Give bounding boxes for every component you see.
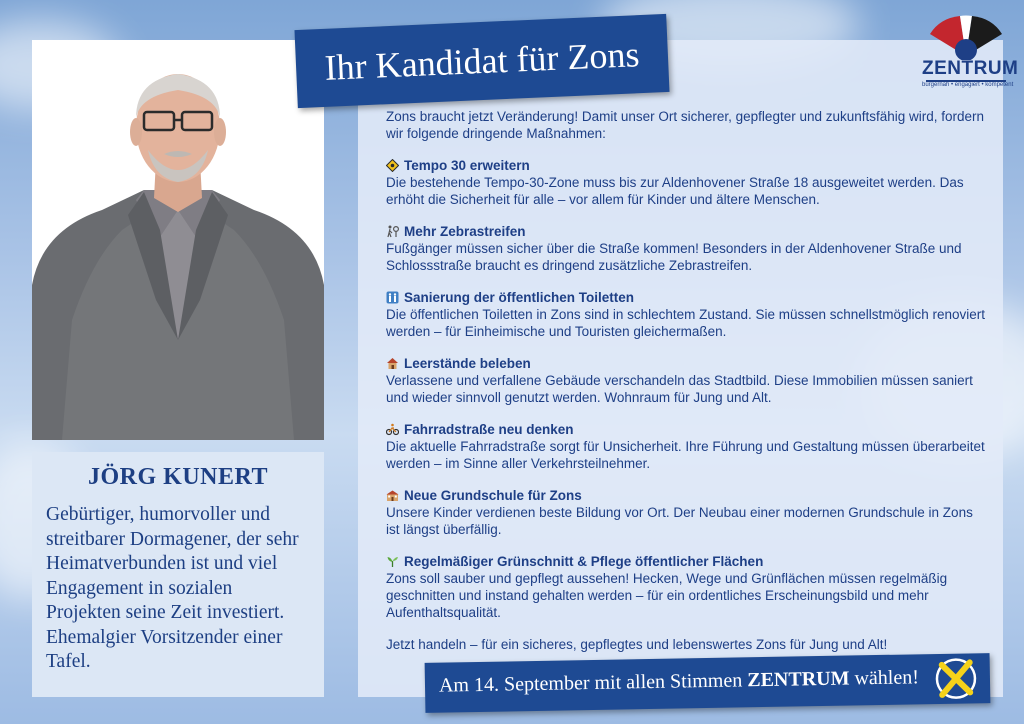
program-item xyxy=(386,223,986,274)
logo-emblem-icon xyxy=(922,14,1010,60)
page-title: Ihr Kandidat für Zons xyxy=(323,34,641,88)
candidate-name: JÖRG KUNERT xyxy=(87,464,268,490)
item-text: Fußgänger müssen sicher über die Straße kommen! Besonders in der Aldenhovener Straße und Schlossstraße braucht es dringend zusätzliche Zebrastreifen. xyxy=(386,241,962,273)
item-text: Die bestehende Tempo-30-Zone muss bis zur Aldenhovener Straße 18 ausgeweitet werden. Das erhöht die Sicherheit für alle – vor allem für Kinder und ältere Menschen. xyxy=(386,175,964,207)
pedestrian-icon xyxy=(386,225,399,238)
restroom-icon xyxy=(386,291,399,304)
intro-text: Zons braucht jetzt Veränderung! Damit unser Ort sicherer, gepflegter und zukunftsfähig wird, fordern wir folgende dringende Maßnahmen: xyxy=(386,109,985,141)
cta-suffix: wählen! xyxy=(854,666,920,690)
program-item xyxy=(386,289,986,340)
item-title: Regelmäßiger Grünschnitt & Pflege öffentlicher Flächen xyxy=(404,554,764,569)
program-content xyxy=(386,108,986,653)
plant-icon xyxy=(386,555,399,568)
cta-banner xyxy=(425,653,991,713)
item-title: Tempo 30 erweitern xyxy=(404,158,530,173)
item-title: Sanierung der öffentlichen Toiletten xyxy=(404,290,635,305)
item-text: Die öffentlichen Toiletten in Zons sind in schlechtem Zustand. Sie müssen schnellstmöglich renoviert werden – für Einheimische und Touristen gleichermaßen. xyxy=(386,307,986,339)
item-title: Neue Grundschule für Zons xyxy=(404,488,582,503)
item-text: Verlassene und verfallene Gebäude verschandeln das Stadtbild. Diese Immobilien müssen saniert und wieder sinnvoll genutzt werden. Wohnraum für Jung und Alt. xyxy=(386,373,973,405)
program-item xyxy=(386,355,986,406)
candidate-bio-box xyxy=(32,452,324,697)
vote-cross-icon xyxy=(934,656,979,701)
logo-name: ZENTRUM xyxy=(922,58,1019,79)
program-item xyxy=(386,157,986,208)
house-icon xyxy=(386,357,399,370)
cta-party: ZENTRUM xyxy=(747,667,850,692)
item-text: Zons soll sauber und gepflegt aussehen! Hecken, Wege und Grünflächen müssen regelmäßig geschnitten und instand gehalten werden – für ein ordentliches Erscheinungsbild und mehr Aufenthaltsqualität. xyxy=(386,571,948,620)
cta-text xyxy=(439,666,919,697)
title-banner xyxy=(294,14,669,108)
program-item xyxy=(386,553,986,621)
cta-prefix: Am 14. September mit allen Stimmen xyxy=(438,669,743,697)
item-title: Mehr Zebrastreifen xyxy=(404,224,526,239)
program-item xyxy=(386,421,986,472)
program-item xyxy=(386,487,986,538)
outro-text: Jetzt handeln – für ein sicheres, gepflegtes und lebenswertes Zons für Jung und Alt! xyxy=(386,637,888,652)
logo-tagline: bürgernah • engagiert • kompetent xyxy=(922,82,1014,88)
item-title: Fahrradstraße neu denken xyxy=(404,422,574,437)
candidate-bio: Gebürtiger, humorvoller und streitbarer Dormagener, der sehr Heimatverbunden ist und viel Engagement in sozialen Projekten seine Zeit investiert. Ehemalgier Vorsitzender einer Tafel. xyxy=(46,504,299,672)
bicycle-icon xyxy=(386,423,399,436)
item-text: Unsere Kinder verdienen beste Bildung vor Ort. Der Neubau einer modernen Grundschule in Zons ist längst überfällig. xyxy=(386,505,973,537)
school-icon xyxy=(386,489,399,502)
item-text: Die aktuelle Fahrradstraße sorgt für Unsicherheit. Ihre Führung und Gestaltung müssen überarbeitet werden – im Sinne aller Verkehrsteilnehmer. xyxy=(386,439,985,471)
candidate-portrait-illustration xyxy=(32,40,324,440)
traffic-sign-icon xyxy=(386,159,399,172)
candidate-photo xyxy=(32,40,324,440)
party-logo xyxy=(922,14,1019,94)
item-title: Leerstände beleben xyxy=(404,356,531,371)
